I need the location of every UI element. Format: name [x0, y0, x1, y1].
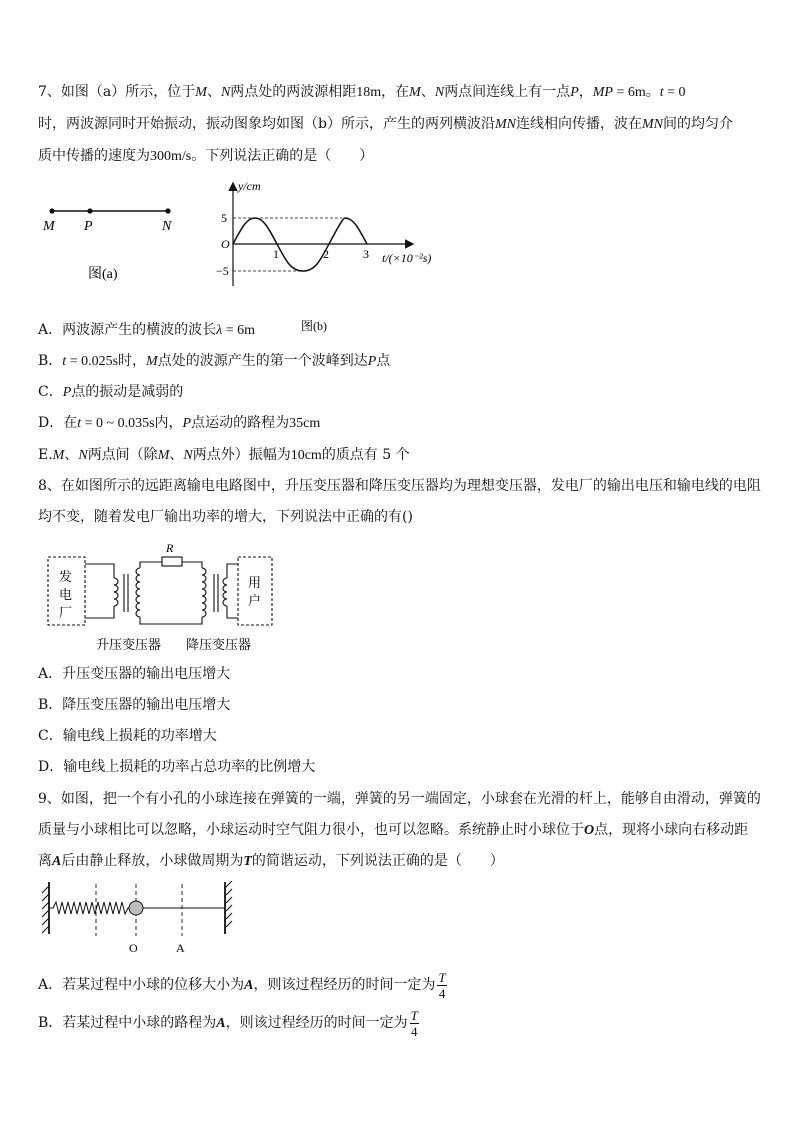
t-tick-2: 2	[323, 247, 329, 261]
step-down-secondary-coil	[223, 578, 227, 606]
point-m	[49, 208, 54, 213]
power-plant-label-3: 厂	[59, 605, 73, 620]
q7-option-e: E.M、N两点间（除M、N两点外）振幅为10cm的质点有 5 个	[38, 447, 410, 463]
step-down-caption: 降压变压器	[186, 637, 252, 652]
fraction-t-over-4: $\frac{T}{4}$	[410, 1007, 418, 1039]
label-n: N	[162, 219, 172, 234]
y-axis-label: y/cm	[238, 179, 261, 193]
q7-option-b: B．t = 0.025s时，M点处的波源产生的第一个波峰到达P点	[38, 353, 391, 369]
ball	[129, 901, 143, 915]
user-box	[238, 557, 272, 625]
point-p	[87, 208, 92, 213]
origin-label: O	[221, 237, 230, 251]
power-plant-label-2: 电	[59, 587, 73, 602]
step-up-secondary-coil	[136, 568, 140, 617]
fraction-t-over-4: $\frac{T}{4}$	[438, 969, 446, 1001]
step-up-caption: 升压变压器	[96, 637, 162, 652]
caption-fig-a: 图(a)	[88, 267, 118, 282]
left-wall-hatch	[42, 886, 49, 933]
q9-stem-line-1: 9、如图，把一个有小孔的小球连接在弹簧的一端，弹簧的另一端固定，小球套在光滑的杆上，能够自由滑动，弹簧的	[38, 791, 761, 807]
t-tick-1: 1	[273, 247, 279, 261]
q7-figure-b	[212, 178, 452, 338]
q8-option-c: C．输电线上损耗的功率增大	[38, 728, 217, 744]
q7-option-c: C．P点的振动是减弱的	[38, 384, 184, 400]
q8-circuit-figure	[44, 540, 280, 655]
resistor-r	[162, 557, 182, 566]
label-a: A	[176, 941, 185, 955]
t-axis-label: t/(×10⁻²s)	[382, 251, 432, 265]
caption-fig-b: 图(b)	[301, 319, 327, 333]
q8-option-a: A．升压变压器的输出电压增大	[38, 666, 231, 682]
power-plant-label-1: 发	[59, 569, 73, 584]
resistor-label: R	[166, 541, 174, 555]
y-tick-neg5: −5	[216, 264, 229, 278]
q9-spring-figure	[38, 878, 248, 958]
q7-figure-a	[40, 198, 180, 288]
q8-stem-line-2: 均不变，随着发电厂输出功率的增大，下列说法中正确的有()	[38, 509, 413, 525]
q9-option-a: A．若某过程中小球的位移大小为A，则该过程经历的时间一定为 $\frac{T}{4}$	[38, 969, 446, 1001]
user-label-2: 户	[248, 593, 262, 608]
user-label-1: 用	[248, 575, 262, 590]
label-m: M	[43, 219, 55, 234]
step-up-primary-coil	[114, 578, 118, 606]
q9-stem-line-2: 质量与小球相比可以忽略，小球运动时空气阻力很小，也可以忽略。系统静止时小球位于O点，现将小球向右移动距	[38, 822, 749, 838]
step-down-secondary-circuit	[227, 564, 238, 618]
right-wall-hatch	[225, 881, 232, 928]
q7-option-a: A．两波源产生的横波的波长λ = 6m	[38, 322, 255, 338]
label-p: P	[84, 219, 93, 234]
transmission-line-bottom	[140, 617, 202, 624]
step-down-primary-coil	[202, 568, 206, 617]
y-tick-5: 5	[221, 211, 227, 225]
transmission-line-top	[140, 562, 202, 568]
q8-option-d: D．输电线上损耗的功率占总功率的比例增大	[38, 759, 316, 775]
q7-stem-line-2: 时，两波源同时开始振动，振动图象均如图（b）所示，产生的两列横波沿MN连线相向传播，波在MN间的均匀介	[38, 116, 733, 132]
q8-stem-line-1: 8、在如图所示的远距离输电电路图中，升压变压器和降压变压器均为理想变压器，发电厂的输出电压和输电线的电阻	[38, 478, 761, 494]
t-tick-3: 3	[363, 247, 369, 261]
q8-option-b: B．降压变压器的输出电压增大	[38, 697, 231, 713]
label-o: O	[129, 941, 138, 955]
q7-stem-line-3: 质中传播的速度为300m/s。下列说法正确的是（ ）	[38, 148, 374, 164]
step-up-primary-circuit	[85, 564, 114, 618]
q9-option-b: B．若某过程中小球的路程为A，则该过程经历的时间一定为 $\frac{T}{4}$	[38, 1007, 418, 1039]
q7-option-d: D．在t = 0 ~ 0.035s内，P点运动的路程为35cm	[38, 415, 321, 431]
spring	[49, 902, 130, 914]
q9-stem-line-3: 离A后由静止释放，小球做周期为T的简谐运动，下列说法正确的是（ ）	[38, 853, 504, 869]
point-n	[165, 208, 170, 213]
q7-stem-line-1: 7、如图（a）所示，位于M、N两点处的两波源相距18m，在M、N两点间连线上有一点P，MP = 6m。t = 0	[38, 84, 686, 100]
